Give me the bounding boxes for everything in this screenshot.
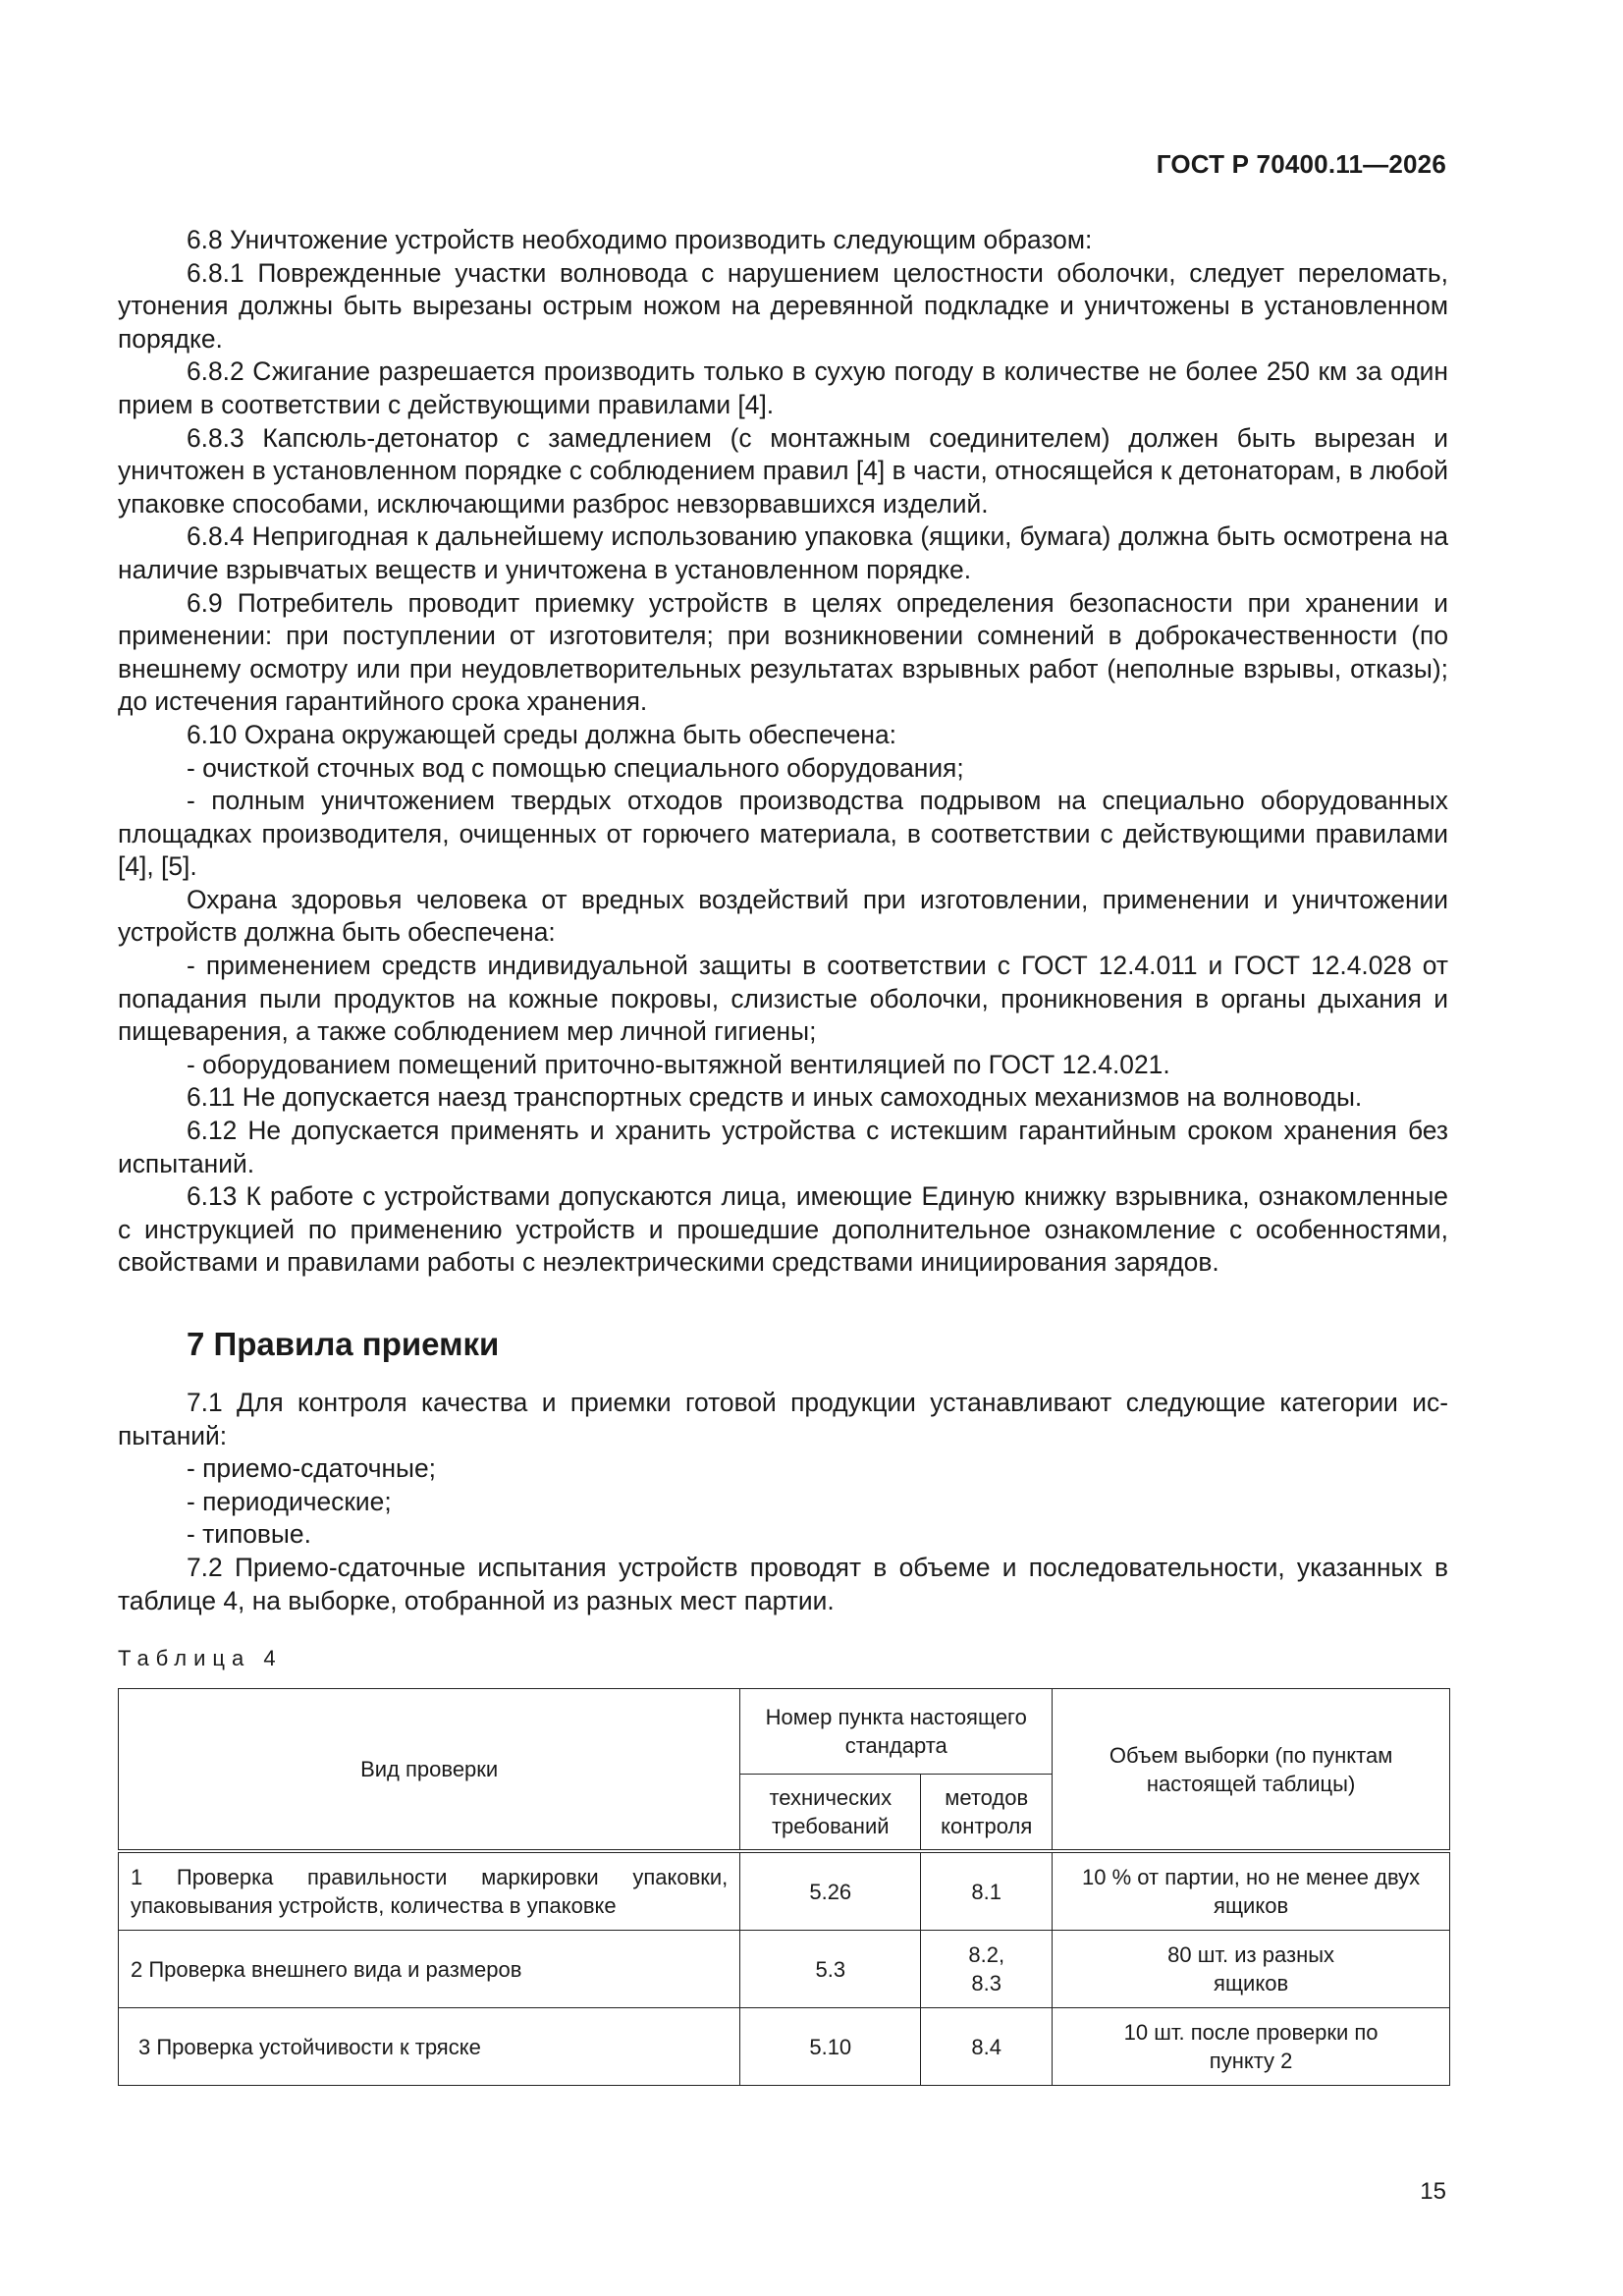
paragraph: 6.11 Не допускается наезд транспортных средств и иных самоходных механизмов на волноводы. bbox=[187, 1082, 1363, 1113]
paragraph: 6.8.1 Поврежденные участки волновода с нарушением целостности оболочки, следует переломать, утонения должны быть вырезаны острым ножом на деревянной подкладке и уничтожены в установленном порядке. bbox=[118, 257, 1448, 354]
document-code: ГОСТ Р 70400.11—2026 bbox=[1156, 149, 1446, 179]
cell-method: 8.4 bbox=[921, 2008, 1053, 2086]
header-check-type: Вид проверки bbox=[119, 1689, 740, 1852]
cell-sample: 10 % от партии, но не менее двух ящиков bbox=[1053, 1851, 1450, 1931]
section-text bbox=[118, 1387, 1448, 1617]
cell-tech: 5.10 bbox=[740, 2008, 921, 2086]
cell-sample: 80 шт. из разных ящиков bbox=[1053, 1931, 1450, 2008]
section-heading: 7 Правила приемки bbox=[187, 1326, 500, 1362]
list-item: - периодические; bbox=[187, 1486, 392, 1516]
paragraph: 6.9 Потребитель проводит приемку устройств в целях определения безопасности при хранении и применении: при поступлении от изготовителя; при возникновении сомнений в доброкачественности (по внешнему осмотру или при неудовлетворительных результатах взрывных работ (неполные взрывы, отказы); до истечения гарантийного срока хранения. bbox=[118, 587, 1448, 717]
main-text bbox=[118, 224, 1448, 1280]
table-caption: Таблица 4 bbox=[118, 1646, 283, 1670]
paragraph: 6.12 Не допускается применять и хранить устройства с истекшим гарантийным сроком хранения без испытаний. bbox=[118, 1116, 1448, 1178]
cell-tech: 5.3 bbox=[740, 1931, 921, 2008]
list-item: - оборудованием помещений приточно-вытяжной вентиляцией по ГОСТ 12.4.021. bbox=[187, 1049, 1170, 1079]
cell-check: 3 Проверка устойчивости к тряске bbox=[119, 2008, 740, 2086]
table-row bbox=[119, 2008, 1450, 2086]
list-item: - приемо-сдаточные; bbox=[187, 1453, 436, 1484]
paragraph: 6.8 Уничтожение устройств необходимо производить следующим образом: bbox=[187, 225, 1093, 254]
cell-tech: 5.26 bbox=[740, 1851, 921, 1931]
paragraph: 7.2 Приемо-сдаточные испытания устройств проводят в объеме и последовательности, указанных в таблице 4, на выборке, отобранной из разных мест партии. bbox=[118, 1552, 1448, 1615]
table-4 bbox=[118, 1688, 1450, 2086]
cell-check: 1 Проверка правильности маркировки упаковки, упаковывания устройств, количества в упаковке bbox=[119, 1851, 740, 1931]
table-row bbox=[119, 1851, 1450, 1931]
paragraph: Охрана здоровья человека от вредных воздействий при изготовлении, применении и уничтожении устройств должна быть обеспечена: bbox=[118, 884, 1448, 948]
table-row bbox=[119, 1931, 1450, 2008]
paragraph: 6.8.2 Сжигание разрешается производить только в сухую погоду в количестве не более 250 км за один прием в соответствии с действующими правилами [4]. bbox=[118, 356, 1448, 419]
paragraph: 6.8.3 Капсюль-детонатор с замедлением (с монтажным соединителем) должен быть вырезан и уничтожен в установленном порядке с соблюдением правил [4] в части, относящейся к детонаторам, в любой упаковке способами, исключающими разброс невзорвавшихся изделий. bbox=[118, 422, 1448, 519]
cell-method: 8.1 bbox=[921, 1851, 1053, 1931]
list-item: - полным уничтожением твердых отходов производства подрывом на специально оборудованных площадках производителя, очищенных от горючего материала, в соответствии с действующими правилами [4], [5]. bbox=[118, 786, 1448, 882]
paragraph: 6.10 Охрана окружающей среды должна быть обеспечена: bbox=[187, 719, 896, 749]
header-sample: Объем выборки (по пунктам настоящей таблицы) bbox=[1053, 1689, 1450, 1852]
header-test-methods: методов контроля bbox=[921, 1775, 1053, 1852]
paragraph: 6.8.4 Непригодная к дальнейшему использованию упаковка (ящики, бумага) должна быть осмотрена на наличие взрывчатых веществ и уничтожена в установленном порядке. bbox=[118, 521, 1448, 584]
paragraph: 7.1 Для контроля качества и приемки готовой продукции устанавливают следующие категории испытаний: bbox=[118, 1388, 1448, 1450]
header-clause-group: Номер пункта настоящего стандарта bbox=[740, 1689, 1053, 1775]
cell-sample: 10 шт. после проверки по пункту 2 bbox=[1053, 2008, 1450, 2086]
list-item: - очисткой сточных вод с помощью специального оборудования; bbox=[187, 752, 964, 783]
header-tech-req: технических требований bbox=[740, 1775, 921, 1852]
list-item: - применением средств индивидуальной защиты в соответствии с ГОСТ 12.4.011 и ГОСТ 12.4.028 от попадания пыли продуктов на кожные покровы, слизистые оболочки, проникновения в органы дыхания и пищеварения, а также соблюдением мер личной гигиены; bbox=[118, 951, 1448, 1047]
list-item: - типовые. bbox=[187, 1519, 311, 1550]
cell-method: 8.2, 8.3 bbox=[921, 1931, 1053, 2008]
paragraph: 6.13 К работе с устройствами допускаются лица, имеющие Единую книжку взрывника, ознакомленные с инструкцией по применению устройств и прошедшие дополнительное ознакомление с особенностями, свойствами и правилами работы с неэлектрическими средствами инициирования зарядов. bbox=[118, 1181, 1448, 1278]
cell-check: 2 Проверка внешнего вида и размеров bbox=[119, 1931, 740, 2008]
page-number: 15 bbox=[1420, 2178, 1446, 2205]
